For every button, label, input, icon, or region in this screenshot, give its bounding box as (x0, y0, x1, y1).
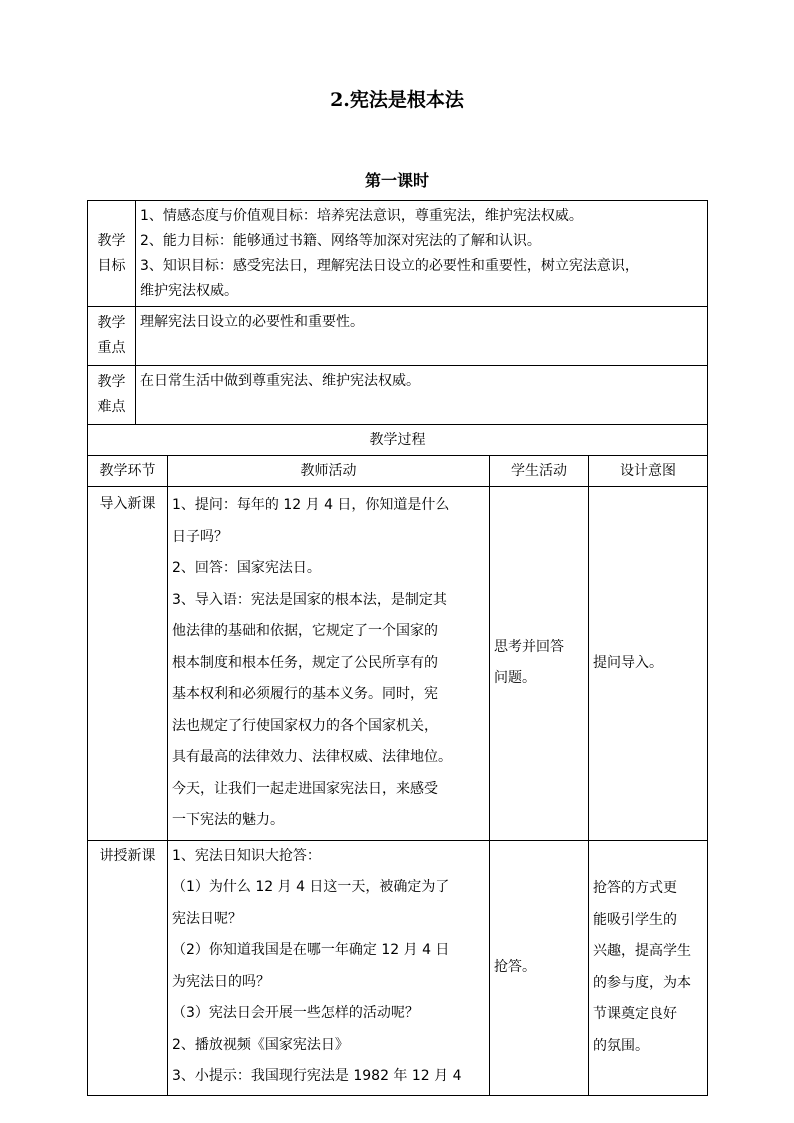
column-header-teacher: 教师活动 (168, 456, 490, 487)
objectives-row (88, 201, 708, 307)
difficulties-content: 在日常生活中做到尊重宪法、维护宪法权威。 (136, 366, 708, 425)
objectives-label-line2: 目标 (97, 257, 126, 274)
student-line: 抢答。 (494, 958, 536, 975)
teacher-line: 为宪法日的吗？ (172, 973, 270, 990)
key-points-content: 理解宪法日设立的必要性和重要性。 (136, 307, 708, 366)
difficulties-label-line2: 难点 (97, 399, 126, 415)
column-header-intent: 设计意图 (589, 456, 708, 487)
stage-cell: 讲授新课 (88, 840, 168, 1095)
teacher-line: 1、宪法日知识大抢答： (172, 847, 321, 864)
lesson-subtitle: 第一课时 (364, 171, 429, 190)
teacher-activity-cell (168, 487, 490, 841)
key-points-label (88, 307, 136, 366)
intent-line: 提问导入。 (593, 654, 663, 671)
lesson-plan-table (87, 200, 707, 1096)
process-heading-row (88, 425, 708, 456)
student-line: 问题。 (494, 670, 536, 687)
teacher-line: 法也规定了行使国家权力的各个国家机关， (172, 717, 438, 734)
intent-line: 抢答的方式更 (593, 880, 677, 896)
teacher-line: 3、小提示：我国现行宪法是 1982 年 12 月 4 (172, 1068, 462, 1084)
teacher-line: 3、导入语：宪法是国家的根本法，是制定其 (172, 591, 447, 608)
intent-line: 兴趣，提高学生 (593, 943, 691, 959)
teacher-line: （2）你知道我国是在哪一年确定 12 月 4 日 (172, 942, 450, 958)
objectives-label (88, 201, 136, 307)
intent-line: 的氛围。 (593, 1037, 649, 1054)
teacher-line: 基本权利和必须履行的基本义务。同时，宪 (172, 686, 438, 702)
teacher-line: 根本制度和根本任务，规定了公民所享有的 (172, 654, 438, 671)
teacher-line: 2、回答：国家宪法日。 (172, 560, 321, 576)
objective-line: 维护宪法权威。 (140, 283, 238, 299)
intent-line: 能吸引学生的 (593, 911, 677, 928)
teacher-line: 具有最高的法律效力、法律权威、法律地位。 (172, 749, 452, 765)
objectives-label-line1: 教学 (97, 232, 126, 249)
process-row-teaching (88, 840, 708, 1095)
process-heading: 教学过程 (88, 425, 708, 456)
teacher-line: 1、提问：每年的 12 月 4 日，你知道是什么 (172, 497, 450, 513)
objective-line: 3、知识目标：感受宪法日，理解宪法日设立的必要性和重要性，树立宪法意识， (140, 258, 639, 274)
difficulties-row (88, 366, 708, 425)
teacher-activity-cell (168, 840, 490, 1095)
difficulties-label-line1: 教学 (97, 374, 126, 390)
teacher-line: 一下宪法的魅力。 (172, 812, 284, 828)
stage-cell: 导入新课 (88, 487, 168, 841)
intent-line: 的参与度，为本 (593, 974, 691, 991)
teacher-line: 日子吗？ (172, 528, 228, 545)
key-points-label-line2: 重点 (97, 340, 126, 356)
teacher-line: 2、播放视频《国家宪法日》 (172, 1036, 349, 1053)
column-header-student: 学生活动 (490, 456, 589, 487)
student-activity-cell (490, 840, 589, 1095)
objective-line: 2、能力目标：能够通过书籍、网络等加深对宪法的了解和认识。 (140, 233, 541, 249)
teacher-line: 宪法日呢？ (172, 910, 242, 927)
key-points-row (88, 307, 708, 366)
document-title: 2.宪法是根本法 (330, 89, 464, 111)
process-columns-row (88, 456, 708, 487)
design-intent-cell (589, 840, 708, 1095)
design-intent-cell (589, 487, 708, 841)
student-activity-cell (490, 487, 589, 841)
teacher-line: 他法律的基础和依据，它规定了一个国家的 (172, 623, 438, 639)
key-points-label-line1: 教学 (97, 315, 126, 331)
difficulties-label (88, 366, 136, 425)
teacher-line: （3）宪法日会开展一些怎样的活动呢？ (172, 1005, 419, 1021)
teacher-line: （1）为什么 12 月 4 日这一天，被确定为了 (172, 879, 450, 895)
student-line: 思考并回答 (494, 638, 564, 655)
objective-line: 1、情感态度与价值观目标：培养宪法意识，尊重宪法，维护宪法权威。 (140, 208, 583, 224)
intent-line: 节课奠定良好 (593, 1006, 677, 1022)
objectives-content (136, 201, 708, 307)
column-header-stage: 教学环节 (88, 456, 168, 487)
teacher-line: 今天，让我们一起走进国家宪法日，来感受 (172, 780, 438, 797)
process-row-intro (88, 487, 708, 841)
